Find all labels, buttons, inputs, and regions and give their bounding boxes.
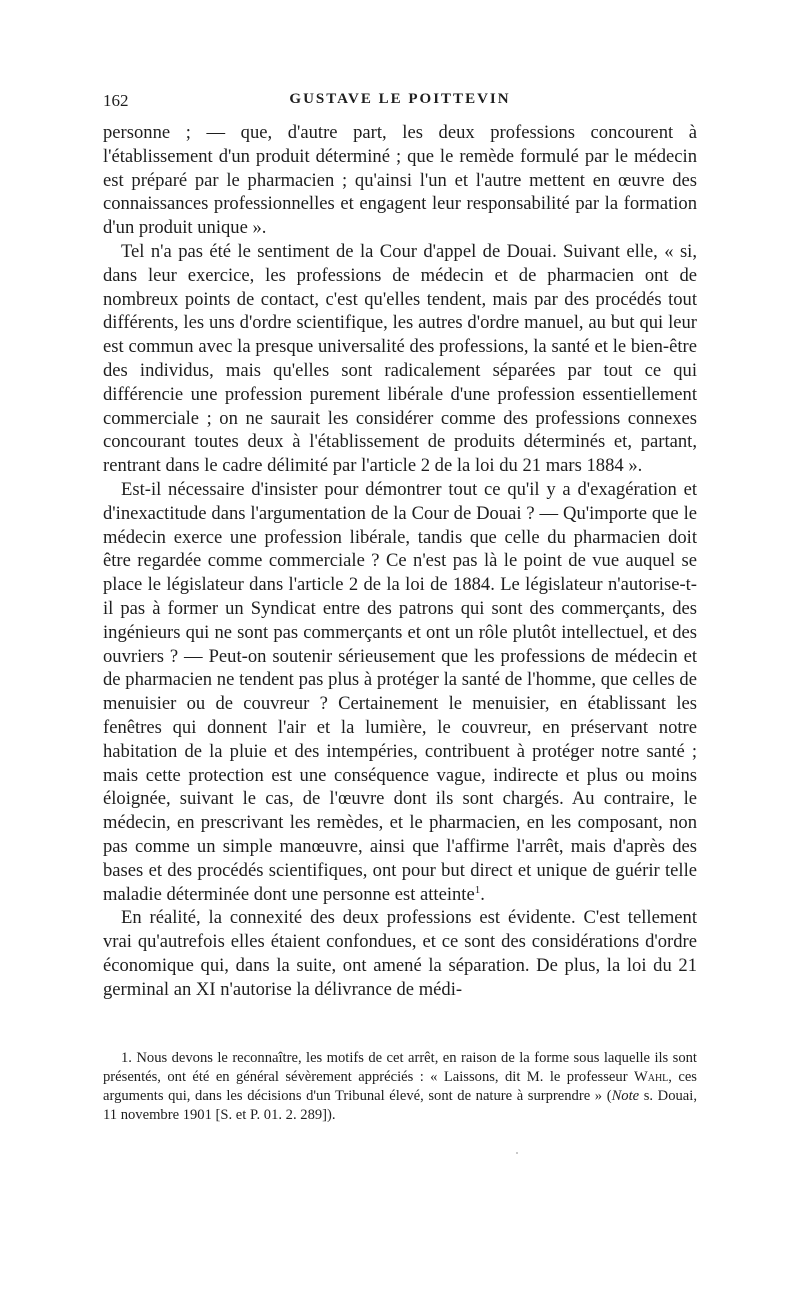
paragraph-4: En réalité, la connexité des deux professions est évidente. C'est tellement vrai qu'autrefois elles étaient confondues, et ce sont des considérations d'ordre économique qui, dans la suite, ont amené la séparation. De plus, la loi du 21 germinal an XI n'autorise la délivrance de médi- [103,907,697,1000]
footnote-reference[interactable]: 1 [474,883,481,896]
footnote-author-name: Wahl [633,1069,669,1085]
footnote-number: 1. [121,1050,132,1066]
footnote-1 [103,1049,697,1125]
footnote-note-label: Note [611,1088,640,1104]
running-title: GUSTAVE LE POITTEVIN [289,91,511,107]
body-text [103,121,697,1001]
paragraph-1: personne ; — que, d'autre part, les deux professions concourent à l'établissement d'un produit déterminé ; que le remède formulé par le médecin est préparé par le pharmacien ; qu'ainsi l'un et l'autre mettent en œuvre des connaissances professionnelles et engagent leur responsabilité par la formation d'un produit unique ». [103,122,697,239]
footnote-text-start: Nous devons le reconnaître, les motifs de cet arrêt, en raison de la forme sous laquelle ils sont présentés, ont été en général sévèrement appréciés : « Laissons, dit M. le professeur [103,1050,697,1085]
footnotes [103,1049,697,1125]
paragraph-3: Est-il nécessaire d'insister pour démontrer tout ce qu'il y a d'exagération et d'inexactitude dans l'argumentation de la Cour de Douai ? — Qu'importe que le médecin exerce une profession libérale, tandis que celle du pharmacien doit être regardée comme commerciale ? Ce n'est pas là le point de vue auquel se place le législateur dans l'article 2 de la loi de 1884. Le législateur n'autorise-t-il pas à former un Syndicat entre des patrons qui sont des commerçants, des ingénieurs qui ne sont pas commerçants et ont un rôle plutôt intellectuel, et des ouvriers ? — Peut-on soutenir sérieusement que les professions de médecin et de pharmacien ne tendent pas plus à protéger la santé de l'homme, que celles de menuisier ou de couvreur ? Certainement le menuisier, en établissant les fenêtres qui donnent l'air et la lumière, le couvreur, en préservant notre habitation de la pluie et des intempéries, contribuent à protéger notre santé ; mais cette protection est une conséquence vague, indirecte et plus ou moins éloignée, suivant le cas, de l'œuvre dont ils sont chargés. Au contraire, le médecin, en prescrivant les remèdes, et le pharmacien, en les composant, non pas comme un simple manœuvre, ainsi que l'affirme l'arrêt, mais d'après des bases et des procédés scientifiques, ont pour but direct et unique de guérir telle maladie déterminée dont une personne est atteinte$^1$. [103,478,697,905]
page-header [103,91,697,113]
paragraph-2: Tel n'a pas été le sentiment de la Cour d'appel de Douai. Suivant elle, « si, dans leur exercice, les professions de médecin et de pharmacien ont de nombreux points de contact, c'est qu'elles tendent, mais par des procédés tout différents, les uns d'ordre scientifique, les autres d'ordre manuel, au but qui leur est commun avec la presque universalité des professions, la santé et le bien-être des individus, mais qu'elles sont radicalement séparées par tout ce qui différencie une profession purement libérale d'une profession essentiellement commerciale ; on ne saurait les considérer comme des professions connexes concourant toutes deux à l'établissement de produits déterminés et, partant, rentrant dans le cadre délimité par l'article 2 de la loi du 21 mars 1884 ». [103,240,697,477]
footnote-text-middle: , ces arguments qui, dans les décisions d'un Tribunal élevé, sont de nature à surprendre » ( [103,1069,697,1104]
page-number: 162 [103,91,129,110]
paragraph-3-text: Est-il nécessaire d'insister pour démontrer tout ce qu'il y a d'exagération et d'inexactitude dans l'argumentation de la Cour de Douai ? — Qu'importe que le médecin exerce une profession libérale, tandis que celle du pharmacien doit être regardée comme commerciale ? Ce n'est pas là le point de vue auquel se place le législateur dans l'article 2 de la loi de 1884. Le législateur n'autorise-t-il pas à former un Syndicat entre des patrons qui sont des commerçants, des ingénieurs qui ne sont pas commerçants et ont un rôle plutôt intellectuel, et des ouvriers ? — Peut-on soutenir sérieusement que les professions de médecin et de pharmacien ne tendent pas plus à protéger la santé de l'homme, que celles de menuisier ou de couvreur ? Certainement le menuisier, en établissant les fenêtres qui donnent l'air et la lumière, le couvreur, en préservant notre habitation de la pluie et des intempéries, contribuent à protéger notre santé ; mais cette protection est une conséquence vague, indirecte et plus ou moins éloignée, suivant le cas, de l'œuvre dont ils sont chargés. Au contraire, le médecin, en prescrivant les remèdes, et le pharmacien, en les composant, non pas comme un simple manœuvre, ainsi que l'affirme l'arrêt, mais d'après des bases et des procédés scientifiques, ont pour but direct et unique de guérir telle maladie déterminée dont une personne est atteinte [103,478,697,905]
paper-speck [516,1152,518,1154]
footnote-citation: s. Douai, 11 novembre 1901 [S. et P. 01. 2. 289]). [103,1088,697,1123]
